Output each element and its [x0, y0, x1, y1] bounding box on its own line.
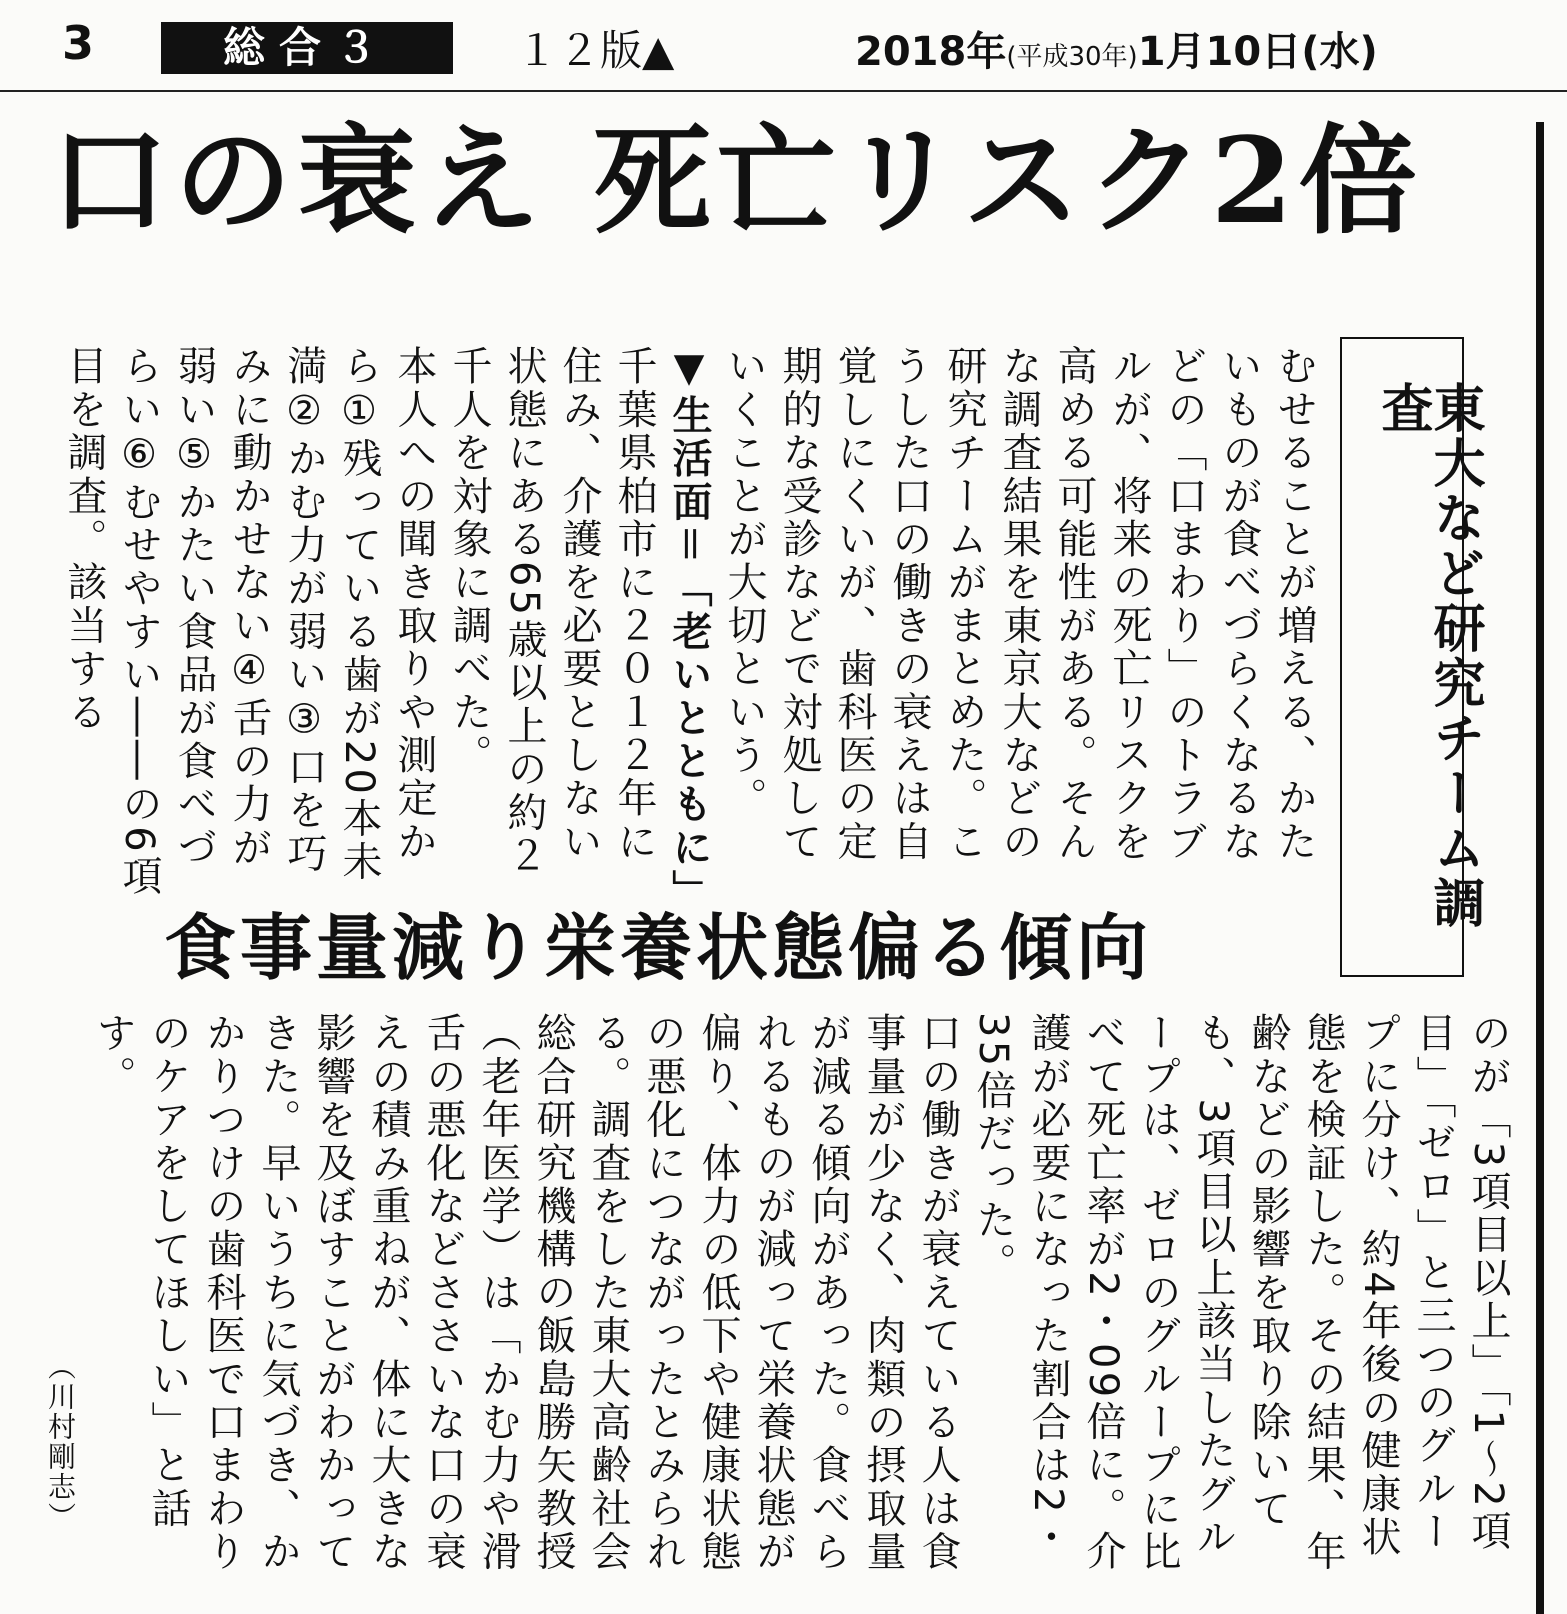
paragraph: 本人への聞き取りや測定から①残っている歯が20本未満②かむ力が弱い③口を巧みに動かせない④舌の力が弱い⑤かたい食品が食べづらい⑥むせやすい――の6項目を調査。該当する: [61, 345, 437, 899]
subhead-box: [1340, 337, 1484, 977]
subheadline: 食事量減り栄養状態偏る傾向: [164, 905, 1153, 990]
page-header: [0, 0, 1567, 92]
date-day: 1月10日(水): [1137, 29, 1378, 75]
edition-label: １２版▲: [516, 26, 675, 75]
article-body-lower: [90, 1012, 1515, 1592]
section-label: 総合３: [161, 22, 453, 74]
headline: 口の衰え 死亡リスク2倍: [50, 111, 1423, 250]
byline: （川村剛志）: [44, 1352, 77, 1532]
article-body-upper: [61, 345, 1321, 913]
page-number: 3: [62, 16, 95, 70]
date-year: 2018年: [855, 29, 1007, 75]
paragraph: 口の働きが衰えている人は食事量が少なく、肉類の摂取量が減る傾向があった。食べられるものが減って栄養状態が偏り、体力の低下や健康状態の悪化につながったとみられる。調査をした東大高齢社会総合研究機構の飯島勝矢教授（老年医学）は「かむ力や滑舌の悪化などささいな口の衰えの積み重ねが、体に大きな影響を及ぼすことがわかってきた。早いうちに気づき、かかりつけの歯科医で口まわりのケアをしてほしい」と話す。: [90, 1012, 961, 1574]
cross-reference: ▼生活面＝「老いとともに」: [666, 345, 712, 913]
paragraph: むせることが増える、かたいものが食べづらくなるなどの「口まわり」のトラブルが、将来の死亡リスクを高める可能性がある。そんな調査結果を東京大などの研究チームがまとめた。こうした口の働きの衰えは自覚しにくいが、歯科医の定期的な受診などで対処していくことが大切という。: [721, 345, 1317, 864]
column-rule: [1536, 122, 1544, 1614]
paragraph: のが「3項目以上」「1〜2項目」「ゼロ」と三つのグループに分け、約4年後の健康状態を検証した。その結果、年齢などの影響を取り除いても、3項目以上該当したグループは、ゼロのグループに比べて死亡率が2・09倍に。介護が必要になった割合は2・35倍だった。: [970, 1012, 1511, 1574]
paragraph: 千葉県柏市に２０１２年に住み、介護を必要としない状態にある65歳以上の約２千人を対象に調べた。: [446, 345, 657, 878]
subhead: 東大など研究チーム調査: [1372, 381, 1484, 931]
date-era: (平成30年): [1006, 42, 1138, 72]
date-line: [855, 20, 1378, 77]
